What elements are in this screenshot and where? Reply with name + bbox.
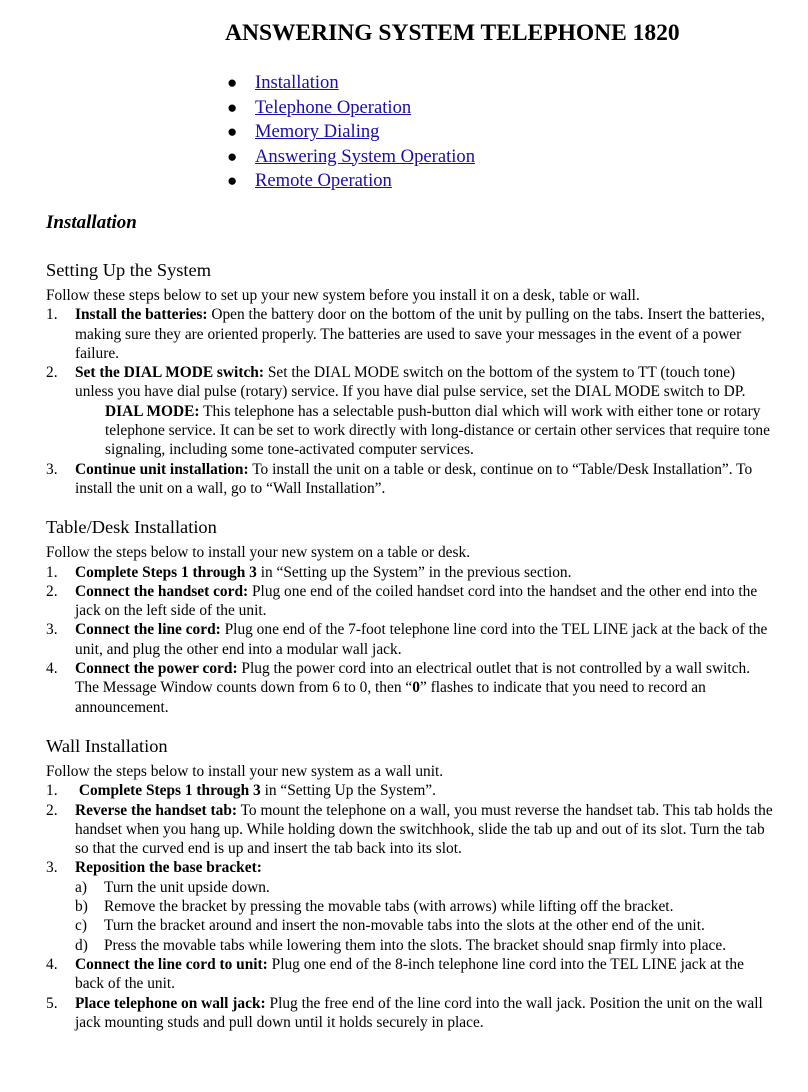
setup-step-1: 1. Install the batteries: Open the battery door on the bottom of the unit by pulling on the tabs. Insert the batteries, making sure they are oriented properly. The batteries are used to save your messages in the event of a power failure. [46, 306, 765, 362]
setup-intro: Follow these steps below to set up your new system before you install it on a desk, table or wall. [46, 287, 640, 304]
toc-link-telephone-operation[interactable]: Telephone Operation [255, 96, 412, 118]
desk-step-2: 2. Connect the handset cord: Plug one end of the coiled handset cord into the handset and the other end into the jack on the left side of the unit. [46, 582, 758, 620]
dial-mode-note: DIAL MODE: This telephone has a selectable push-button dial which will work with either tone or rotary telephone service. It can be set to work directly with long-distance or certain other services that require tone signaling, including some tone-activated computer services. [105, 402, 770, 459]
wall-intro: Follow the steps below to install your new system as a wall unit. [46, 762, 444, 780]
wall-substep-a: a) Turn the unit upside down. [75, 878, 270, 896]
table-of-contents [223, 71, 475, 194]
toc-link-answering-system-operation[interactable]: Answering System Operation [255, 145, 475, 167]
toc-item [223, 71, 475, 96]
setup-step-3: 3. Continue unit installation: To install the unit on a table or desk, continue on to “Table/Desk Installation”. To install the unit on a wall, go to “Wall Installation”. [46, 460, 753, 497]
toc-link-remote-operation[interactable]: Remote Operation [255, 170, 392, 191]
toc-item [223, 96, 475, 121]
wall-step-2: 2. Reverse the handset tab: To mount the telephone on a wall, you must reverse the handset tab. This tab holds the handset when you hang up. While holding down the switchhook, slide the tab up and out of its slot. Turn the tab so that the curved end is up and insert the tab back into its slot. [46, 801, 773, 858]
document-body [46, 258, 776, 1032]
wall-heading: Wall Installation [46, 735, 168, 756]
section-title: Installation [46, 212, 137, 233]
desk-heading: Table/Desk Installation [46, 517, 217, 538]
desk-intro: Follow the steps below to install your new system on a table or desk. [46, 544, 471, 562]
bullet-icon: ● [227, 171, 238, 190]
toc-item [223, 145, 475, 170]
wall-substep-c: c) Turn the bracket around and insert the non-movable tabs into the slots at the other end of the unit. [75, 917, 705, 935]
toc-item [223, 120, 475, 145]
wall-step-5: 5. Place telephone on wall jack: Plug the free end of the line cord into the wall jack. Position the unit on the wall jack mounting studs and pull down until it holds securely in place. [46, 994, 763, 1031]
wall-step-1: 1. Complete Steps 1 through 3 in “Setting Up the System”. [46, 782, 436, 800]
page-title: ANSWERING SYSTEM TELEPHONE 1820 [225, 20, 680, 46]
toc-link-memory-dialing[interactable]: Memory Dialing [255, 121, 380, 142]
wall-substep-d: d) Press the movable tabs while lowering them into the slots. The bracket should snap firmly into place. [75, 936, 727, 954]
setup-step-2: 2. Set the DIAL MODE switch: Set the DIAL MODE switch on the bottom of the system to TT (touch tone) unless you have dial pulse (rotary) service. If you have dial pulse service, set the DIAL MODE switch to DP. [46, 364, 746, 401]
wall-substep-b: b) Remove the bracket by pressing the movable tabs (with arrows) while lifting off the bracket. [75, 898, 674, 916]
wall-step-3: 3. Reposition the base bracket: [46, 859, 262, 877]
desk-step-1: 1. Complete Steps 1 through 3 in “Setting up the System” in the previous section. [46, 563, 572, 581]
toc-link-installation[interactable]: Installation [255, 72, 339, 93]
toc-item [223, 169, 475, 194]
desk-step-4: 4. Connect the power cord: Plug the power cord into an electrical outlet that is not controlled by a wall switch. The Message Window counts down from 6 to 0, then “0” flashes to indicate that you need to record an announcement. [46, 660, 751, 716]
setup-heading: Setting Up the System [46, 260, 212, 280]
bullet-icon: ● [227, 73, 238, 92]
bullet-icon: ● [227, 122, 238, 141]
wall-step-4: 4. Connect the line cord to unit: Plug one end of the 8-inch telephone line cord into the TEL LINE jack at the back of the unit. [46, 955, 744, 993]
desk-step-3: 3. Connect the line cord: Plug one end of the 7-foot telephone line cord into the TEL LINE jack at the back of the unit, and plug the other end into a modular wall jack. [46, 621, 768, 658]
bullet-icon: ● [227, 146, 238, 166]
bullet-icon: ● [227, 97, 238, 117]
